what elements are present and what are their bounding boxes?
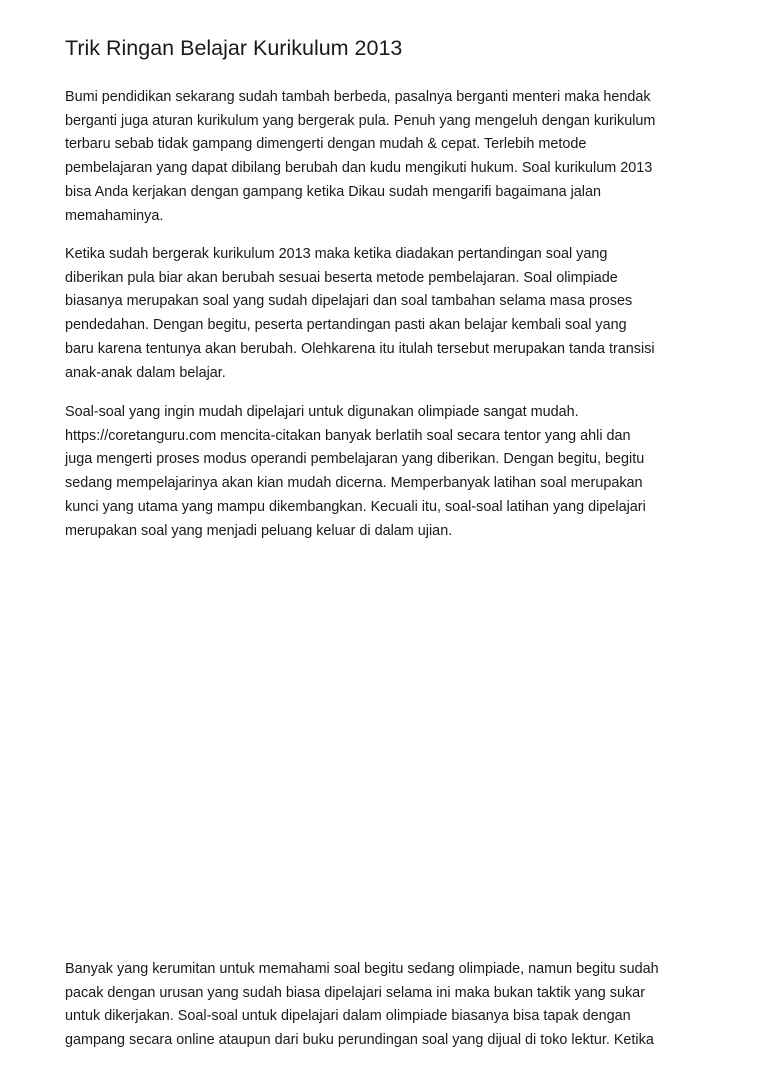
paragraph-line: bisa Anda kerjakan dengan gampang ketika Dikau sudah mengarifi bagaimana jalan — [65, 183, 602, 200]
paragraph-line: diberikan pula biar akan berubah sesuai beserta metode pembelajaran. Soal olimpiade — [65, 269, 618, 286]
paragraph-line: sedang mempelajarinya akan kian mudah dicerna. Memperbanyak latihan soal merupakan — [65, 475, 643, 492]
paragraph-3 — [65, 401, 725, 543]
paragraph-1 — [65, 86, 725, 228]
paragraph-line: terbaru sebab tidak gampang dimengerti dengan mudah & cepat. Terlebih metode — [65, 136, 587, 153]
paragraph-line: baru karena tentunya akan berubah. Olehkarena itu itulah tersebut merupakan tanda transisi — [65, 340, 655, 357]
paragraph-line: pendedahan. Dengan begitu, peserta pertandingan pasti akan belajar kembali soal yang — [65, 317, 627, 334]
paragraph-line: Soal-soal yang ingin mudah dipelajari untuk digunakan olimpiade sangat mudah. — [65, 404, 579, 420]
paragraph-4 — [65, 958, 725, 1053]
paragraph-line: kunci yang utama yang mampu dikembangkan. Kecuali itu, soal-soal latihan yang dipelajari — [65, 498, 646, 515]
paragraph-2 — [65, 243, 725, 385]
paragraph-line: Banyak yang kerumitan untuk memahami soal begitu sedang olimpiade, namun begitu sudah — [65, 961, 659, 977]
paragraph-line: pembelajaran yang dapat dibilang berubah dan kudu mengikuti hukum. Soal kurikulum 2013 — [65, 160, 653, 177]
paragraph-line: gampang secara online ataupun dari buku perundingan soal yang dijual di toko lektur. Ketika — [65, 1032, 654, 1049]
paragraph-line: Ketika sudah bergerak kurikulum 2013 maka ketika diadakan pertandingan soal yang — [65, 246, 608, 262]
paragraph-line: Bumi pendidikan sekarang sudah tambah berbeda, pasalnya berganti menteri maka hendak — [65, 89, 651, 105]
document-title: Trik Ringan Belajar Kurikulum 2013 — [65, 36, 403, 60]
paragraph-line: https://coretanguru.com mencita-citakan banyak berlatih soal secara tentor yang ahli dan — [65, 427, 631, 444]
paragraph-line: merupakan soal yang menjadi peluang keluar di dalam ujian. — [65, 522, 453, 539]
paragraph-line: untuk dikerjakan. Soal-soal untuk dipelajari dalam olimpiade biasanya bisa tapak dengan — [65, 1008, 631, 1025]
paragraph-line: pacak dengan urusan yang sudah biasa dipelajari selama ini maka bukan taktik yang sukar — [65, 984, 645, 1001]
paragraph-line: biasanya merupakan soal yang sudah dipelajari dan soal tambahan selama masa proses — [65, 293, 633, 310]
paragraph-line: berganti juga aturan kurikulum yang bergerak pula. Penuh yang mengeluh dengan kurikulum — [65, 112, 656, 129]
paragraph-line: juga mengerti proses modus operandi pembelajaran yang diberikan. Dengan begitu, begitu — [65, 451, 645, 468]
paragraph-line: anak-anak dalam belajar. — [65, 364, 226, 381]
paragraph-line: memahaminya. — [65, 207, 164, 224]
